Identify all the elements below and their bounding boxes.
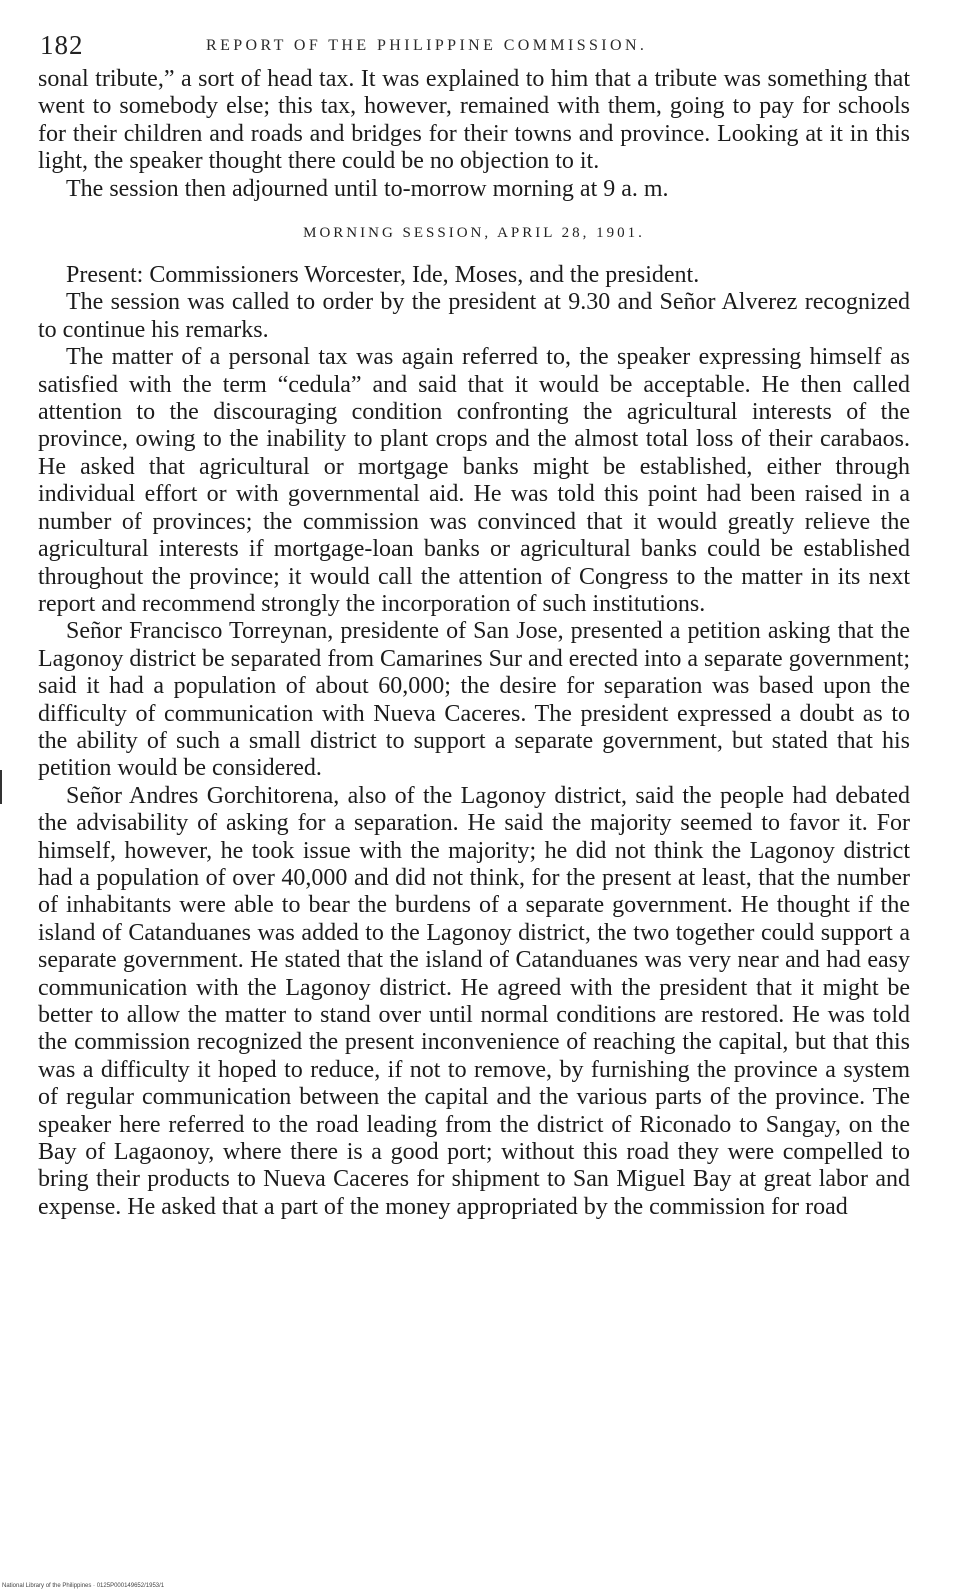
page-number: 182 bbox=[40, 30, 84, 60]
paragraph-present: Present: Commissioners Worcester, Ide, Moses, and the president. bbox=[66, 262, 700, 289]
scan-edge-mark bbox=[0, 770, 2, 804]
paragraph-called-to-order: The session was called to order by the president at 9.30 and Señor Alverez recognized to continue his remarks. bbox=[38, 289, 910, 343]
running-header bbox=[38, 30, 910, 66]
paragraph-torreynan: Señor Francisco Torreynan, presidente of San Jose, presented a petition asking that the Lagonoy district be separated from Camarines Sur and erected into a separate government; said it had a population of about 60,000; the desire for separation was based upon the difficulty of communication with Nueva Caceres. The president expressed a doubt as to the ability of such a small district to support a separate government, but stated that his petition would be considered. bbox=[38, 618, 910, 782]
paragraph-continuation: sonal tribute,” a sort of head tax. It was explained to him that a tribute was something that went to somebody else; this tax, however, remained with them, going to pay for schools for their children and roads and bridges for their towns and province. Looking at it in this light, the speaker thought there could be no objection to it. bbox=[38, 66, 910, 175]
paragraph-gorchitorena: Señor Andres Gorchitorena, also of the Lagonoy district, said the people had debated the advisability of asking for a separation. He said the majority seemed to favor it. For himself, however, he took issue with the majority; he did not think the Lagonoy district had a population of over 40,000 and did not think, for the present at least, that the number of inhabitants were able to bear the burdens of a separate government. He thought if the island of Catanduanes was added to the Lagonoy district, the two together could support a separate government. He stated that the island of Catanduanes was very near and had easy communication with the Lagonoy district. He agreed with the president that it might be better to allow the matter to stand over until normal conditions are restored. He was told the commission recognized the present inconvenience of reaching the capital, but that this was a difficulty it hoped to reduce, if not to remove, by furnishing the province a system of regular communication between the capital and the various parts of the province. The speaker here referred to the road leading from the district of Riconado to Sangay, on the Bay of Lagaonoy, where there is a good port; without this road they were compelled to bring their products to Nueva Caceres for shipment to San Miguel Bay at great labor and expense. He asked that a part of the money appropriated by the commission for road bbox=[38, 782, 910, 1220]
paragraph-personal-tax: The matter of a personal tax was again referred to, the speaker expressing himself as satisfied with the term “cedula” and said that it would be acceptable. He then called attention to the discouraging condition confronting the agricultural interests of the province, owing to the inability to plant crops and the almost total loss of their carabaos. He asked that agricultural or mortgage banks might be established, either through individual effort or with governmental aid. He was told this point had been raised in a number of provinces; the commission was convinced that it would greatly relieve the agricultural interests if mortgage-loan banks or agricultural banks could be established throughout the province; it would call the attention of Congress to the matter in its next report and recommend strongly the incorporation of such institutions. bbox=[38, 344, 910, 617]
section-heading: MORNING SESSION, APRIL 28, 1901. bbox=[303, 225, 645, 242]
footer-credit: National Library of the Philippines · 0125P000149652/1953/1 bbox=[2, 1583, 165, 1589]
body-text bbox=[38, 66, 910, 1221]
running-title: REPORT OF THE PHILIPPINE COMMISSION. bbox=[206, 37, 648, 54]
document-page bbox=[38, 30, 910, 1221]
paragraph-adjournment: The session then adjourned until to-morrow morning at 9 a. m. bbox=[66, 175, 669, 202]
